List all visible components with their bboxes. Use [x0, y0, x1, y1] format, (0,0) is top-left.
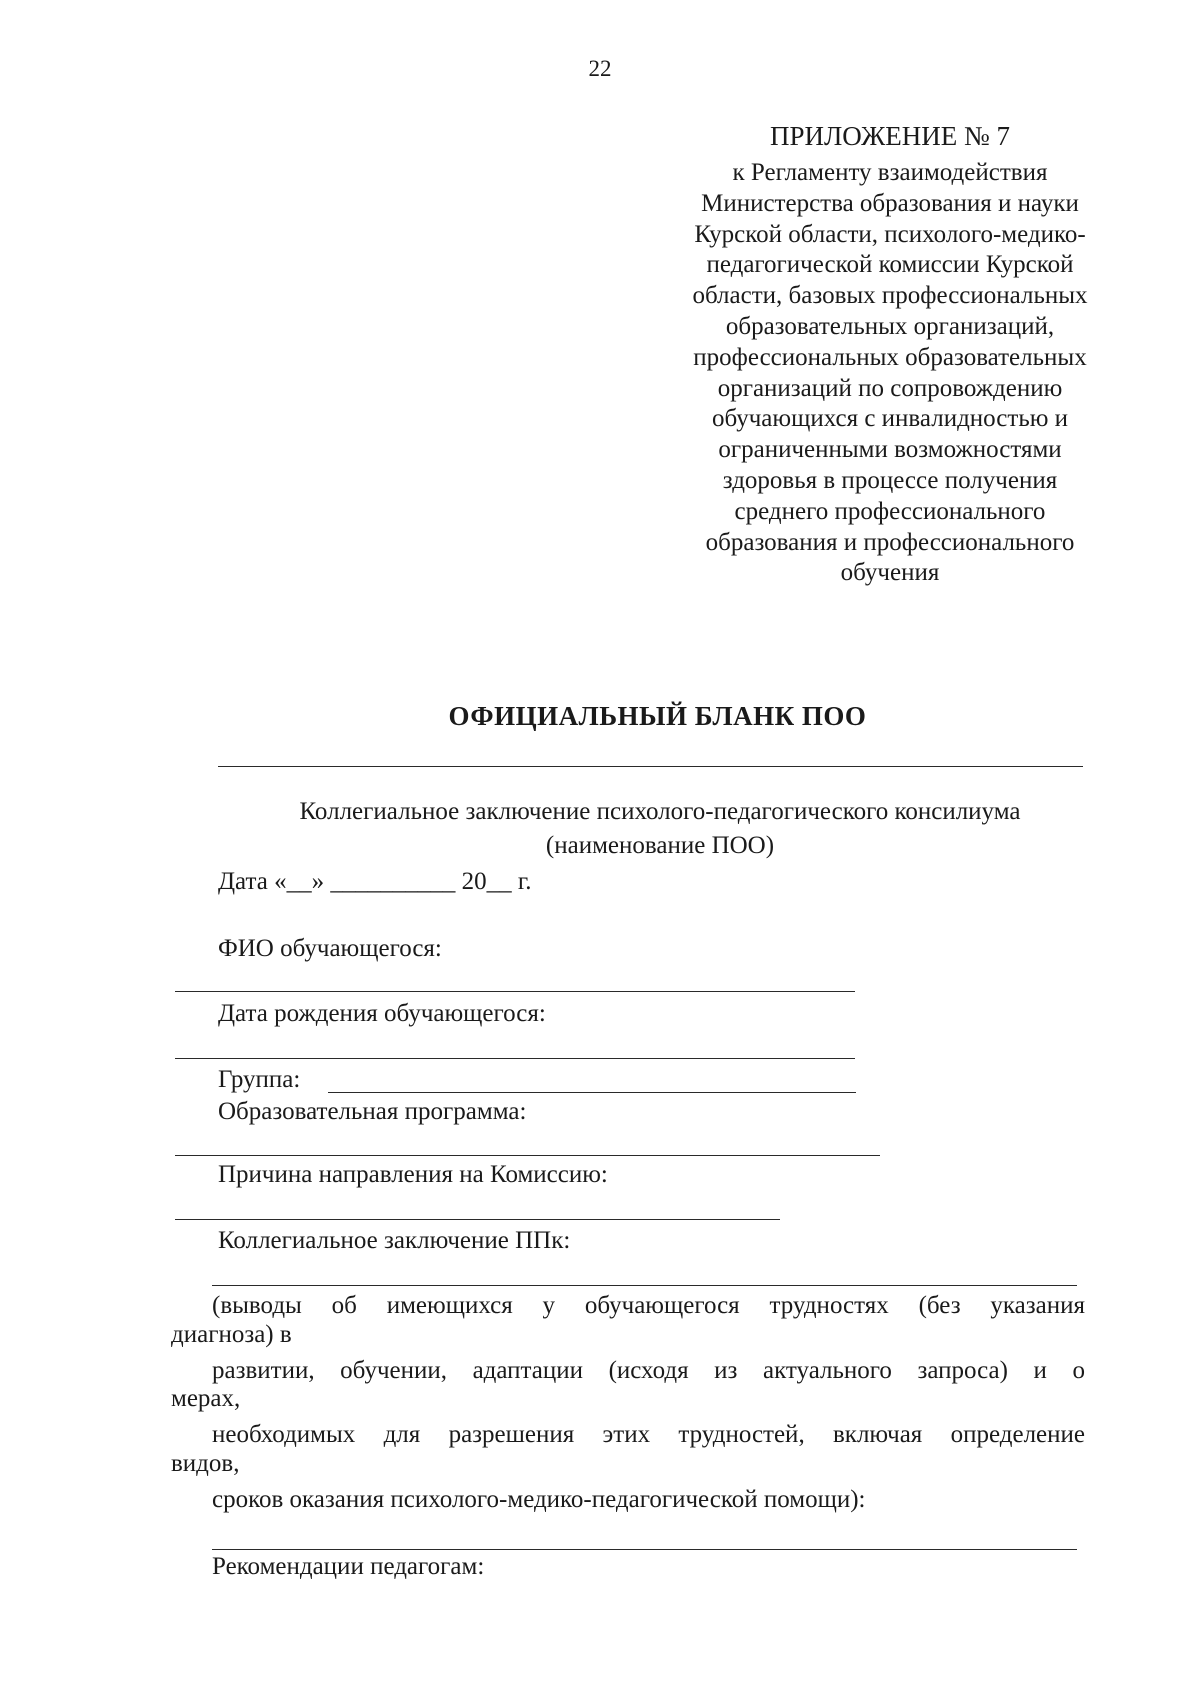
document-title: Коллегиальное заключение психолого-педагогического консилиума: [299, 798, 1021, 825]
appendix-subtitle-line: ограниченными возможностями: [718, 436, 1062, 464]
explanation-line-4: сроков оказания психолого-медико-педагогической помощи):: [212, 1486, 866, 1513]
ppk-conclusion-line: [212, 1285, 1077, 1286]
explanation-line: [212, 1549, 1077, 1550]
explanation-line-2-tail: мерах,: [171, 1385, 241, 1412]
appendix-subtitle-line: обучающихся с инвалидностью и: [711, 405, 1069, 433]
appendix-subtitle-line: образования и профессионального: [705, 528, 1075, 556]
explanation-line-1: (выводы об имеющихся у обучающегося трудностях (без указания: [212, 1292, 1085, 1319]
explanation-line-3-tail: видов,: [171, 1450, 240, 1477]
student-name-label: ФИО обучающегося:: [218, 935, 442, 962]
explanation-line-1-tail: диагноза) в: [171, 1321, 292, 1348]
appendix-subtitle-line: к Регламенту взаимодействия: [732, 159, 1048, 186]
appendix-subtitle: [645, 158, 1135, 589]
explanation-line-2: развитии, обучении, адаптации (исходя из актуального запроса) и о: [212, 1357, 1085, 1384]
page-number: 22: [588, 56, 612, 81]
group-line: [328, 1092, 856, 1093]
birth-date-label: Дата рождения обучающегося:: [218, 1000, 546, 1027]
appendix-subtitle-line: области, базовых профессиональных: [692, 282, 1088, 310]
document-title-subtitle: (наименование ПОО): [545, 832, 775, 859]
heading-divider: [218, 766, 1083, 767]
appendix-subtitle-line: педагогической комиссии Курской: [706, 251, 1074, 279]
form-heading: ОФИЦИАЛЬНЫЙ БЛАНК ПОО: [448, 701, 867, 731]
appendix-subtitle-line: образовательных организаций,: [725, 312, 1055, 340]
appendix-subtitle-line: обучения: [840, 559, 940, 587]
date-field: Дата «__» __________ 20__ г.: [218, 868, 532, 895]
appendix-subtitle-line: организаций по сопровождению: [717, 374, 1063, 402]
referral-reason-line: [175, 1219, 780, 1220]
appendix-subtitle-line: Министерства образования и науки: [701, 189, 1079, 217]
appendix-subtitle-line: здоровья в процессе получения: [722, 466, 1058, 494]
referral-reason-label: Причина направления на Комиссию:: [218, 1161, 608, 1188]
program-line: [175, 1155, 880, 1156]
birth-date-line: [175, 1058, 855, 1059]
program-label: Образовательная программа:: [218, 1098, 527, 1125]
appendix-subtitle-line: профессиональных образовательных: [693, 343, 1087, 371]
ppk-conclusion-label: Коллегиальное заключение ППк:: [218, 1227, 571, 1254]
appendix-subtitle-line: среднего профессионального: [734, 497, 1046, 525]
appendix-subtitle-line: Курской области, психолого-медико-: [694, 220, 1086, 248]
appendix-title: ПРИЛОЖЕНИЕ № 7: [769, 121, 1011, 151]
teacher-recommendations-label: Рекомендации педагогам:: [212, 1553, 485, 1580]
group-label: Группа:: [218, 1066, 301, 1093]
student-name-line: [175, 991, 855, 992]
explanation-line-3: необходимых для разрешения этих трудностей, включая определение: [212, 1421, 1085, 1448]
